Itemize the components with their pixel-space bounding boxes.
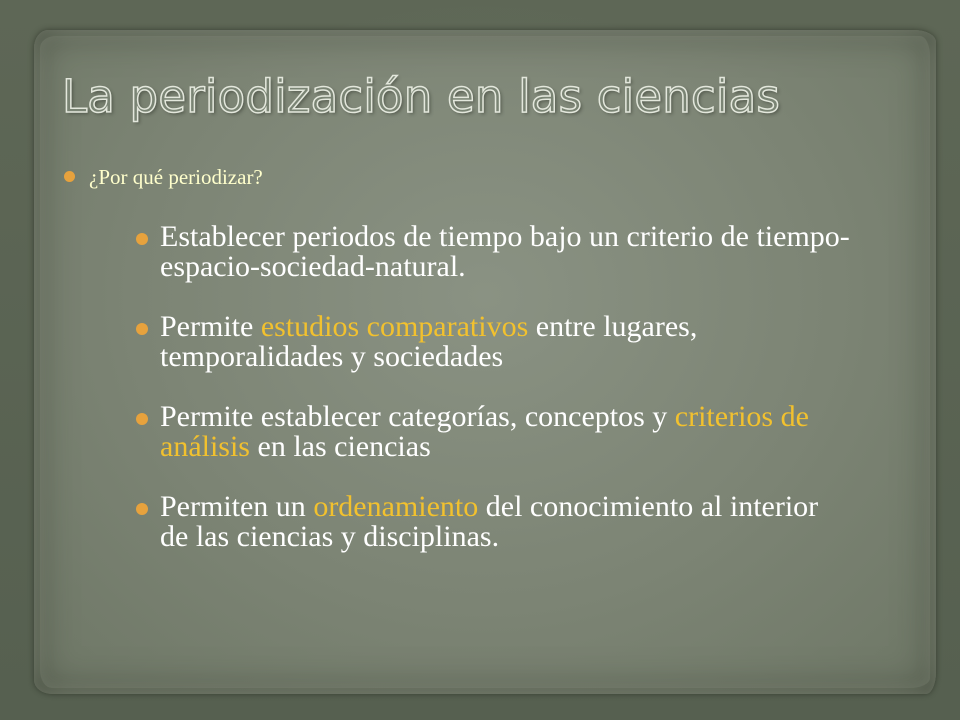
- point-text-2-after: entre lugares, temporalidades y sociedades: [160, 310, 698, 373]
- point-item-4: [136, 492, 890, 552]
- point-item-1: [136, 222, 890, 282]
- bullet-dot-icon: [136, 503, 148, 515]
- point-item-3: [136, 402, 890, 462]
- point-text-1: [160, 222, 850, 282]
- bullet-dot-icon: [136, 233, 148, 245]
- question-item: [60, 164, 890, 190]
- point-text-1-part: Establecer periodos de tiempo bajo un criterio de tiempo-espacio-sociedad-natural.: [160, 220, 850, 283]
- point-text-2: [160, 312, 850, 372]
- point-text-3-highlight: criterios de análisis: [160, 400, 809, 463]
- question-text: ¿Por qué periodizar?: [89, 165, 263, 189]
- point-item-2: [136, 312, 890, 372]
- point-text-4: [160, 492, 850, 552]
- bullet-dot-icon: [64, 171, 75, 182]
- point-text-2-highlight: estudios comparativos: [260, 310, 529, 343]
- point-text-4-after: del conocimiento al interior de las ciencias y disciplinas.: [160, 490, 819, 553]
- bullet-dot-icon: [136, 323, 148, 335]
- slide-title: La periodización en las ciencias: [62, 70, 781, 123]
- point-text-3: [160, 402, 850, 462]
- slide-content: [60, 164, 890, 582]
- point-text-2-before: Permite: [160, 310, 261, 343]
- bullet-dot-icon: [136, 413, 148, 425]
- point-text-3-after: en las ciencias: [250, 430, 431, 463]
- point-text-3-before: Permite establecer categorías, conceptos y: [160, 400, 675, 433]
- point-text-4-highlight: ordenamiento: [313, 490, 479, 523]
- point-text-4-before: Permiten un: [160, 490, 314, 523]
